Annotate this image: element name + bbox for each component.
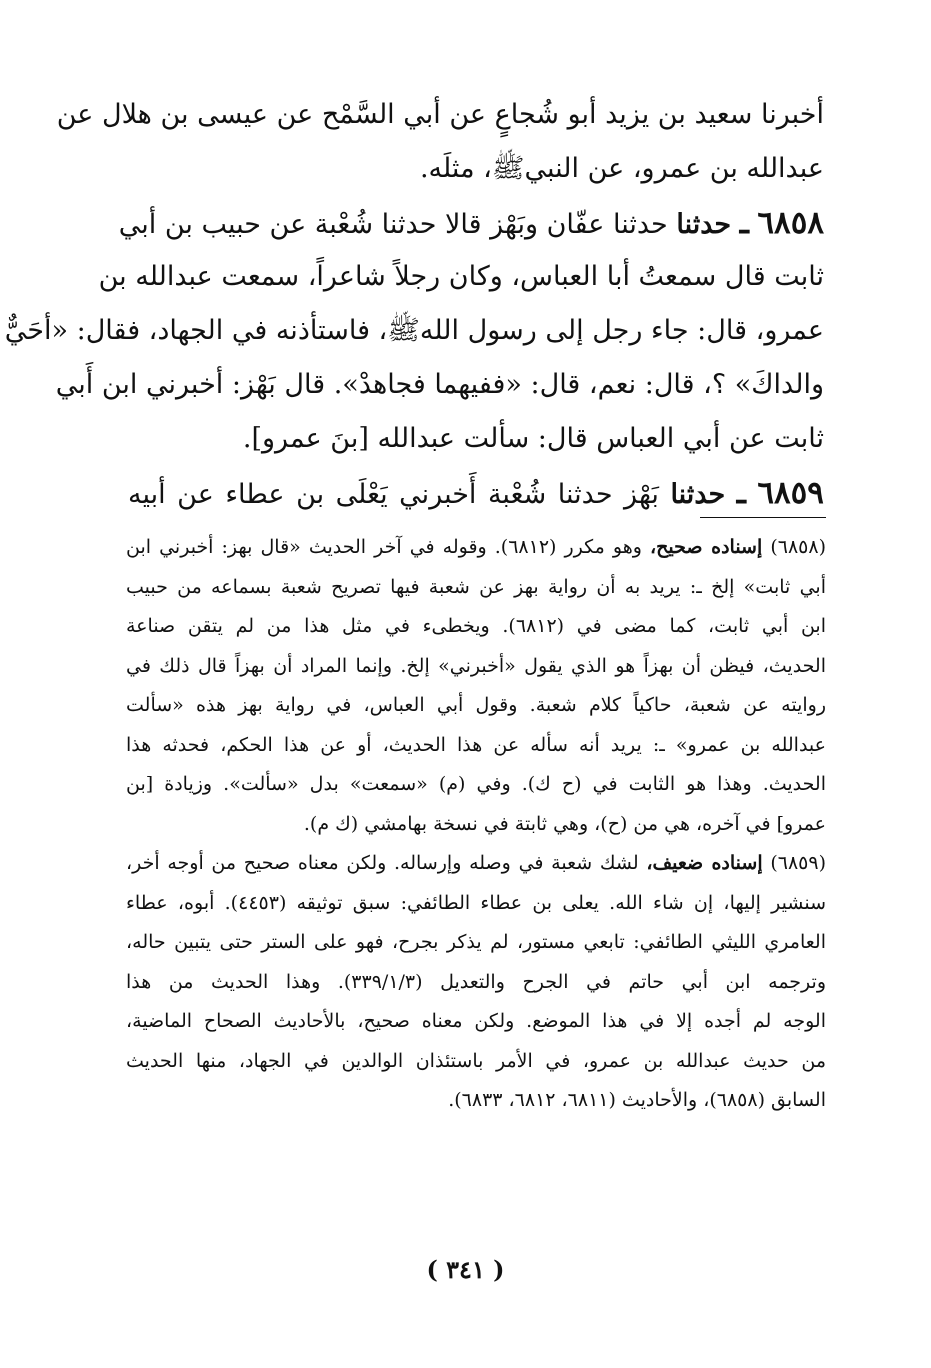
footnote-separator <box>700 517 826 518</box>
main-line: أخبرنا سعيد بن يزيد أبو شُجاعٍ عن أبي السَّمْح عن عيسى بن هلال عن <box>56 99 824 130</box>
footnote-line: ابن أبي ثابت، كما مضى في (٦٨١٢). ويخطىء في مثل هذا من لم يتقن صناعة <box>126 615 826 637</box>
footnote-line: عمرو] في آخره، هي من (ح)، وهي ثابتة في نسخة بهامشي (ك م). <box>303 812 826 835</box>
hadith-dash: ـ <box>739 205 749 241</box>
footnote-line: روايته عن شعبة، حاكياً كلام شعبة. وقول أبي العباس، في رواية بهز هذه «سألت <box>126 694 826 716</box>
footnote-grade: إسناده صحيح، <box>649 536 763 558</box>
main-line-text: بَهْز حدثنا شُعْبة أَخبرني يَعْلَى بن عطاء عن أبيه <box>128 479 659 510</box>
main-line: ثابت عن أبي العباس قال: سألت عبدالله [بنَ عمرو]. <box>242 423 824 454</box>
page-number: ( ٣٤١ ) <box>426 1255 505 1284</box>
footnote-marker: (٦٨٥٨) <box>770 536 826 558</box>
hadith-number: ٦٨٥٨ <box>757 205 824 241</box>
footnote-6859-first-line <box>126 844 826 884</box>
footnote-6858-first-line <box>126 528 826 568</box>
footnote-line: الوجه لم أجده إلا في هذا الموضع. ولكن معناه صحيح، بالأحاديث الصحاح الماضية، <box>126 1010 826 1032</box>
footnote-line: وترجمه ابن أبي حاتم في الجرح والتعديل (٣٣٩/١/٣). وهذا الحديث من هذا <box>126 970 826 993</box>
main-line-text: حدثنا عفّان وبَهْز قالا حدثنا شُعْبة عن حبيب بن أبي <box>118 209 668 240</box>
main-line: عبدالله بن عمرو، عن النبيﷺ، مثلَه. <box>419 153 824 184</box>
hadith-dash: ـ <box>736 475 746 511</box>
hadith-6859-start <box>128 466 824 520</box>
footnotes <box>126 528 826 1121</box>
footnote-marker: (٦٨٥٩) <box>770 852 826 874</box>
main-line: والداكَ» ؟، قال: نعم، قال: «ففيهما فجاهدْ». قال بَهْز: أخبرني ابن أَبي <box>55 369 824 400</box>
hadith-label: حدثنا <box>676 209 732 240</box>
footnote-line: من حديث عبدالله بن عمرو، في الأمر باستئذان الوالدين في الجهاد، منها الحديث <box>126 1049 826 1072</box>
footnote-text: وهو مكرر (٦٨١٢). وقوله في آخر الحديث «قال بهز: أخبرني ابن <box>126 536 642 558</box>
main-line: عمرو، قال: جاء رجل إلى رسول اللهﷺ، فاستأذنه في الجهاد، فقال: «أحَيٌّ <box>4 315 824 346</box>
footnote-line: عبدالله بن عمرو» ـ: يريد أنه سأله عن هذا الحديث، أو عن هذا الحكم، فحدثه هذا <box>126 733 827 756</box>
footnote-line: الحديث. وهذا هو الثابت في (ح ك). وفي (م) «سمعت» بدل «سألت». وزيادة [بن <box>126 773 826 795</box>
main-line: ثابت قال سمعتُ أبا العباس، وكان رجلاً شاعراً، سمعت عبدالله بن <box>98 261 824 292</box>
footnote-line: العامري الليثي الطائفي: تابعي مستور، لم يذكر بجرح، فهو على الستر حتى يتبين حاله، <box>126 931 826 953</box>
hadith-number: ٦٨٥٩ <box>757 475 824 511</box>
hadith-6858-start <box>118 196 824 250</box>
footnote-grade: إسناده ضعيف، <box>646 852 763 874</box>
hadith-label: حدثنا <box>670 479 726 510</box>
main-text <box>4 88 824 520</box>
footnote-text: لشك شعبة في وصله وإرساله. ولكن معناه صحيح من أوجه أخر، <box>126 852 639 874</box>
footnote-line: الحديث، فيظن أن بهزاً هو الذي يقول «أخبرني» إلخ. وإنما المراد أن بهزاً قال ذلك في <box>126 654 826 677</box>
footnote-line: السابق (٦٨٥٨)، والأحاديث (٦٨١١، ٦٨١٢، ٦٨٣٣). <box>448 1089 826 1111</box>
footnote-line: أبي ثابت» إلخ ـ: يريد به أن رواية بهز عن شعبة فيها تصريح شعبة بسماعه من حبيب <box>126 575 826 598</box>
footnote-line: سنشير إليها، إن شاء الله. يعلى بن عطاء الطائفي: سبق توثيقه (٤٤٥٣). أبوه، عطاء <box>126 891 826 914</box>
